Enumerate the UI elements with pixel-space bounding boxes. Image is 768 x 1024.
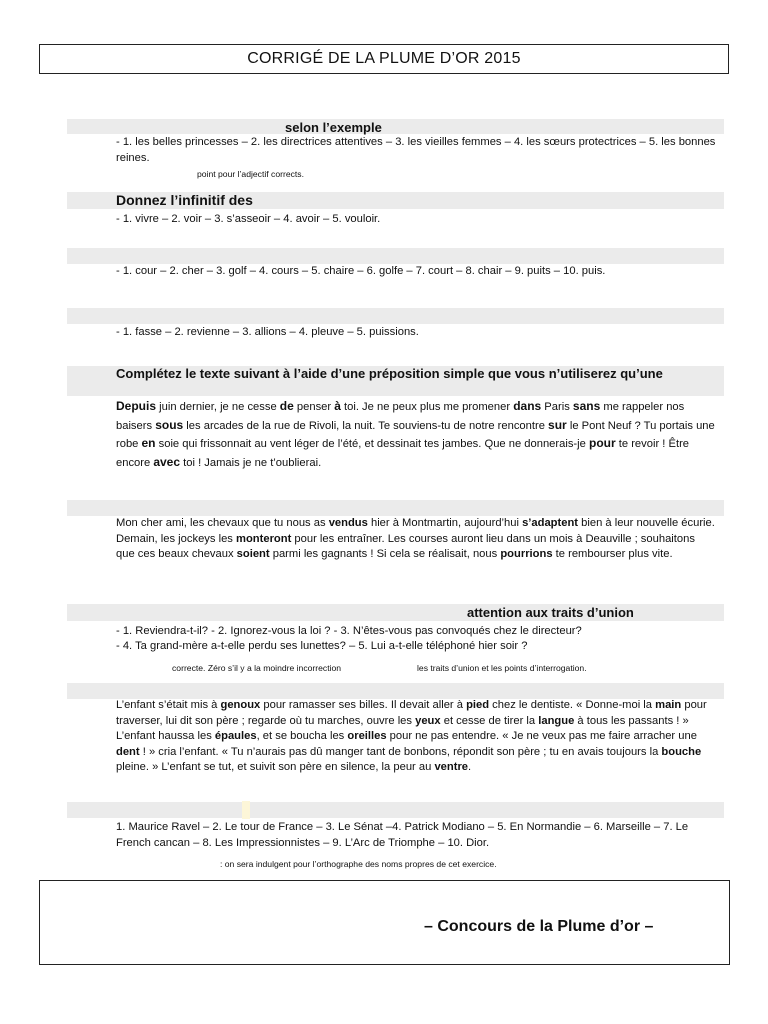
section-8-paragraph: L’enfant s’était mis à genoux pour ramasser ses billes. Il devait aller à pied chez le dentiste. « Donne-moi la main pour traverser, lui dit son père ; regarde où tu marches, ouvre les yeux et cesse de tirer la langue à tous les passants ! » L’enfant haussa les épaules, et se boucha les oreilles pour ne pas entendre. « Je ne veux pas me faire arracher une dent ! » cria l’enfant. « Tu n’aurais pas dû manger tant de bonbons, répondit son père ; tu en avais toujours la bouche pleine. » L’enfant se tut, et suivit son père en silence, la peur au ventre. (116, 699, 707, 773)
section-6-paragraph: Mon cher ami, les chevaux que tu nous as vendus hier à Montmartin, aujourd’hui s’adaptent bien à leur nouvelle écurie. Demain, les jockeys les monteront pour les entraîner. Les courses auront lieu dans un mois à Deauville ; souhaitons que ces beaux chevaux soient parmi les gagnants ! Si cela se réalisait, nous pourrions te rembourser plus vite. (116, 517, 715, 560)
section-3-answer: - 1. cour – 2. cher – 3. golf – 4. cours – 5. chaire – 6. golfe – 7. court – 8. chair – 9. puits – 10. puis. (116, 265, 606, 277)
section-band-9 (67, 802, 724, 818)
highlight-mark (242, 801, 250, 819)
section-5-heading: Complétez le texte suivant à l’aide d’une préposition simple que vous n’utiliserez qu’une (116, 366, 663, 381)
section-9-answer: 1. Maurice Ravel – 2. Le tour de France – 3. Le Sénat –4. Patrick Modiano – 5. En Normandie – 6. Marseille – 7. Le French cancan – 8. Les Impressionnistes – 9. L’Arc de Triomphe – 10. Dior. (116, 821, 689, 849)
section-1-note: point pour l’adjectif corrects. (197, 169, 304, 179)
section-1-answer: - 1. les belles princesses – 2. les directrices attentives – 3. les vieilles femmes – 4. les sœurs protectrices – 5. les bonnes reines. (116, 136, 716, 164)
section-7-heading: attention aux traits d’union (467, 605, 634, 620)
section-band-3 (67, 248, 724, 264)
page-title: CORRIGÉ DE LA PLUME D’OR 2015 (39, 44, 729, 74)
section-7-line-1: - 1. Reviendra-t-il? - 2. Ignorez-vous la loi ? - 3. N’êtes-vous pas convoqués chez le directeur? (116, 625, 582, 637)
section-2-answer: - 1. vivre – 2. voir – 3. s’asseoir – 4. avoir – 5. vouloir. (116, 213, 381, 225)
section-5-paragraph: Depuis juin dernier, je ne cesse de penser à toi. Je ne peux plus me promener dans Paris sans me rappeler nos baisers sous les arcades de la rue de Rivoli, la nuit. Te souviens-tu de notre rencontre sur le Pont Neuf ? Tu portais une robe en soie qui frissonnait au vent léger de l’été, et dessinait tes jambes. Que ne donnerais-je pour te revoir ! Être encore avec toi ! Jamais je ne t’oublierai. (116, 399, 715, 469)
section-7-line-2: - 4. Ta grand-mère a-t-elle perdu ses lunettes? – 5. Lui a-t-elle téléphoné hier soir ? (116, 640, 528, 652)
section-band-4 (67, 308, 724, 324)
section-4-answer: - 1. fasse – 2. revienne – 3. allions – 4. pleuve – 5. puissions. (116, 326, 419, 338)
section-1-heading: selon l’exemple (285, 120, 382, 135)
section-band-1 (67, 119, 724, 134)
section-9-note: : on sera indulgent pour l’orthographe des noms propres de cet exercice. (220, 859, 497, 869)
section-band-6 (67, 500, 724, 516)
footer-title: – Concours de la Plume d’or – (424, 918, 654, 935)
section-band-8 (67, 683, 724, 699)
section-7-note-1: correcte. Zéro s’il y a la moindre incorrection (172, 663, 342, 673)
section-2-heading: Donnez l’infinitif des (116, 192, 253, 208)
section-7-note-2: les traits d’union et les points d’interrogation. (417, 663, 587, 673)
